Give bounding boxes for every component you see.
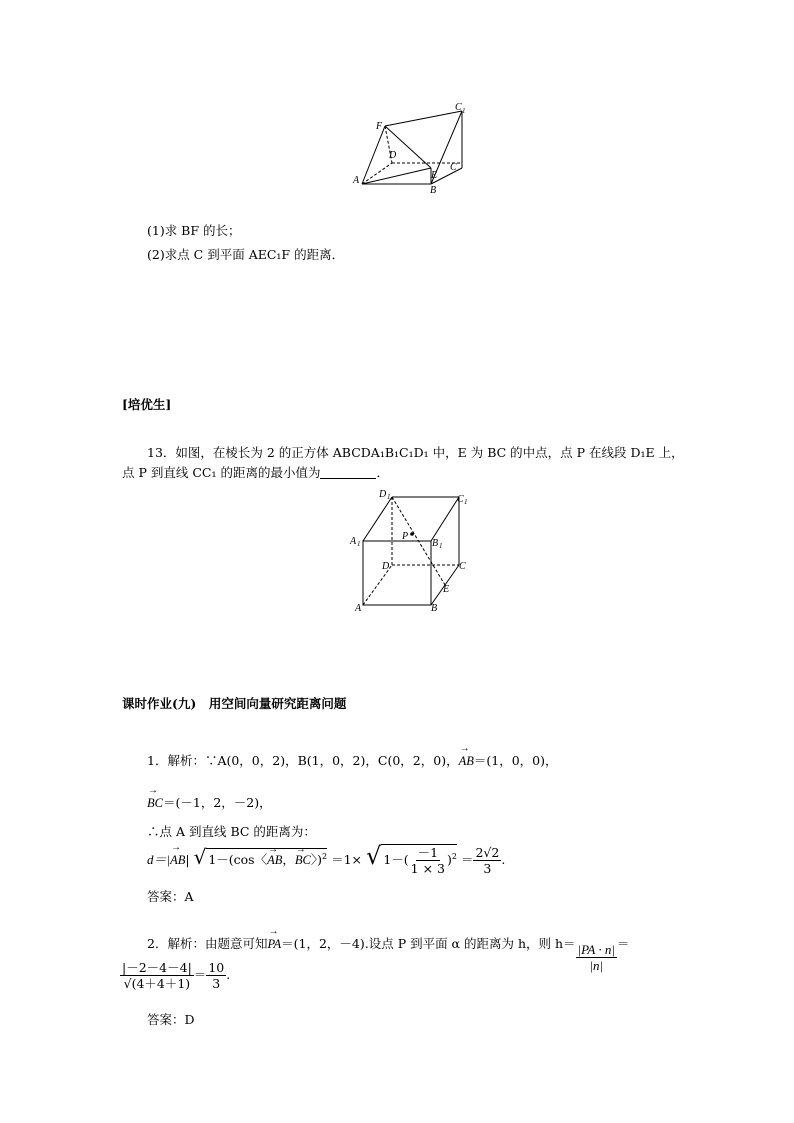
radicand-1 bbox=[206, 848, 327, 868]
label-C1: C bbox=[455, 102, 462, 113]
solution-1-line-2 bbox=[147, 793, 272, 811]
equals-h: ＝ bbox=[616, 936, 630, 951]
label-A1-sub: 1 bbox=[357, 540, 361, 548]
fraction-final-den: 3 bbox=[212, 976, 221, 991]
solution-1-end: . bbox=[501, 852, 506, 867]
vector-BC-cos: → BC bbox=[295, 853, 311, 868]
question-13-line-1: 13．如图，在棱长为 2 的正方体 ABCDA₁B₁C₁D₁ 中，E 为 BC 的中点，点 P 在线段 D₁E 上， bbox=[147, 445, 684, 460]
label-F: F bbox=[376, 121, 383, 132]
radicand-1-a: 1－(cos〈 bbox=[208, 852, 268, 867]
abs-close: | bbox=[185, 852, 190, 867]
label-B1-sub: 1 bbox=[439, 542, 443, 550]
vector-BC-value: ＝(－1，2，－2)， bbox=[162, 795, 272, 810]
solution-1-answer: 答案：A bbox=[147, 889, 194, 904]
solution-2-mid: ＝(1，2，－4).设点 P 到平面 α 的距离为 h，则 h＝ bbox=[281, 936, 576, 951]
fraction-final-num: 10 bbox=[208, 960, 225, 975]
sqrt-sign-2: √ bbox=[366, 842, 382, 870]
label-A1: A bbox=[350, 536, 357, 547]
question-12-part-1: (1)求 BF 的长； bbox=[147, 223, 241, 238]
label-D: D bbox=[382, 561, 390, 572]
fraction-result-den: 3 bbox=[483, 861, 492, 876]
fraction-value-den: √(4＋4＋1) bbox=[123, 976, 191, 991]
label-B: B bbox=[431, 603, 438, 614]
label-C1-sub: 1 bbox=[464, 498, 468, 506]
sqrt-sign-1: √ bbox=[193, 845, 207, 869]
fraction-result-num: 2√2 bbox=[475, 845, 500, 860]
fraction-value bbox=[120, 960, 194, 991]
fraction-cos-num: －1 bbox=[417, 845, 439, 860]
radicand-1-b: 〉) bbox=[310, 852, 323, 867]
fraction-final bbox=[206, 960, 226, 991]
square-1: 2 bbox=[322, 851, 328, 861]
label-D: D bbox=[389, 150, 397, 161]
vector-AB: → AB bbox=[459, 754, 474, 769]
question-13-period: ． bbox=[376, 465, 389, 480]
label-C1-sub: 1 bbox=[462, 107, 466, 115]
fraction-value-num: |－2－4－4| bbox=[122, 960, 192, 975]
equals-2: ＝ bbox=[193, 967, 207, 982]
label-P: P bbox=[402, 531, 409, 542]
equals-1: ＝1× bbox=[331, 852, 363, 867]
vector-PA: → PA bbox=[267, 937, 281, 952]
figure-2-cube-diagram bbox=[345, 485, 475, 615]
label-A: A bbox=[353, 175, 360, 186]
radicand-2: 1－( $\frac{-1}{1 \times 3}$ )$^2$ bbox=[383, 845, 457, 876]
section-heading-peiyou: [培优生] bbox=[122, 397, 172, 412]
solution-2-prefix: 2．解析：由题意可知 bbox=[147, 936, 268, 951]
fraction-result bbox=[473, 845, 501, 876]
solution-2-answer: 答案：D bbox=[147, 1012, 195, 1027]
vector-AB-value: ＝(1，0，0)， bbox=[473, 753, 558, 768]
label-D1: D bbox=[379, 489, 387, 500]
label-B1: B bbox=[432, 538, 439, 549]
fraction-cos-den: 1 × 3 bbox=[410, 861, 445, 876]
solution-1-line-1 bbox=[147, 751, 557, 769]
fraction-h-den: |n| bbox=[589, 958, 604, 973]
vector-AB-cos: → AB bbox=[267, 853, 282, 868]
question-13-line-2 bbox=[122, 463, 389, 481]
homework-title: 课时作业(九) 用空间向量研究距离问题 bbox=[122, 696, 347, 711]
answer-blank bbox=[320, 466, 376, 479]
vector-BC: → BC bbox=[147, 796, 163, 811]
fraction-h-num: |PA · n| bbox=[577, 942, 615, 957]
square-2: 2 bbox=[451, 851, 457, 861]
question-12-part-2: (2)求点 C 到平面 AEC₁F 的距离． bbox=[147, 247, 345, 262]
label-C1: C bbox=[457, 494, 464, 505]
vector-AB-abs: → AB bbox=[170, 853, 185, 868]
radicand-sep: ， bbox=[282, 852, 295, 867]
point-P bbox=[410, 532, 414, 536]
question-13-prompt: 点 P 到直线 CC₁ 的距离的最小值为 bbox=[122, 465, 321, 480]
figure-1-diagram bbox=[345, 98, 475, 198]
solution-2-line-2 bbox=[120, 960, 230, 991]
label-B: B bbox=[430, 185, 437, 196]
label-C: C bbox=[459, 561, 466, 572]
solution-1-distance-formula: d＝|→ AB| √ 1－(cos〈→ AB，→ BC〉)$^2$ ＝1× √ 1－( $\frac{-1}{1 \times 3}$ )$^2$ ＝ $\frac{2√2}{3}$ . bbox=[147, 842, 505, 876]
label-A: A bbox=[355, 603, 362, 614]
label-D1-sub: 1 bbox=[387, 493, 391, 501]
solution-2-end: . bbox=[226, 967, 231, 982]
label-E: E bbox=[443, 584, 450, 595]
fraction-h bbox=[576, 942, 617, 973]
label-E: E bbox=[431, 170, 438, 181]
label-C: C bbox=[450, 162, 457, 173]
solution-1-points: 1．解析：∵A(0，0，2)，B(1，0，2)，C(0，2，0)， bbox=[147, 753, 459, 768]
d-label: d＝| bbox=[147, 852, 171, 867]
solution-1-line-3: ∴点 A 到直线 BC 的距离为： bbox=[147, 824, 316, 839]
fraction-cos bbox=[409, 845, 447, 876]
